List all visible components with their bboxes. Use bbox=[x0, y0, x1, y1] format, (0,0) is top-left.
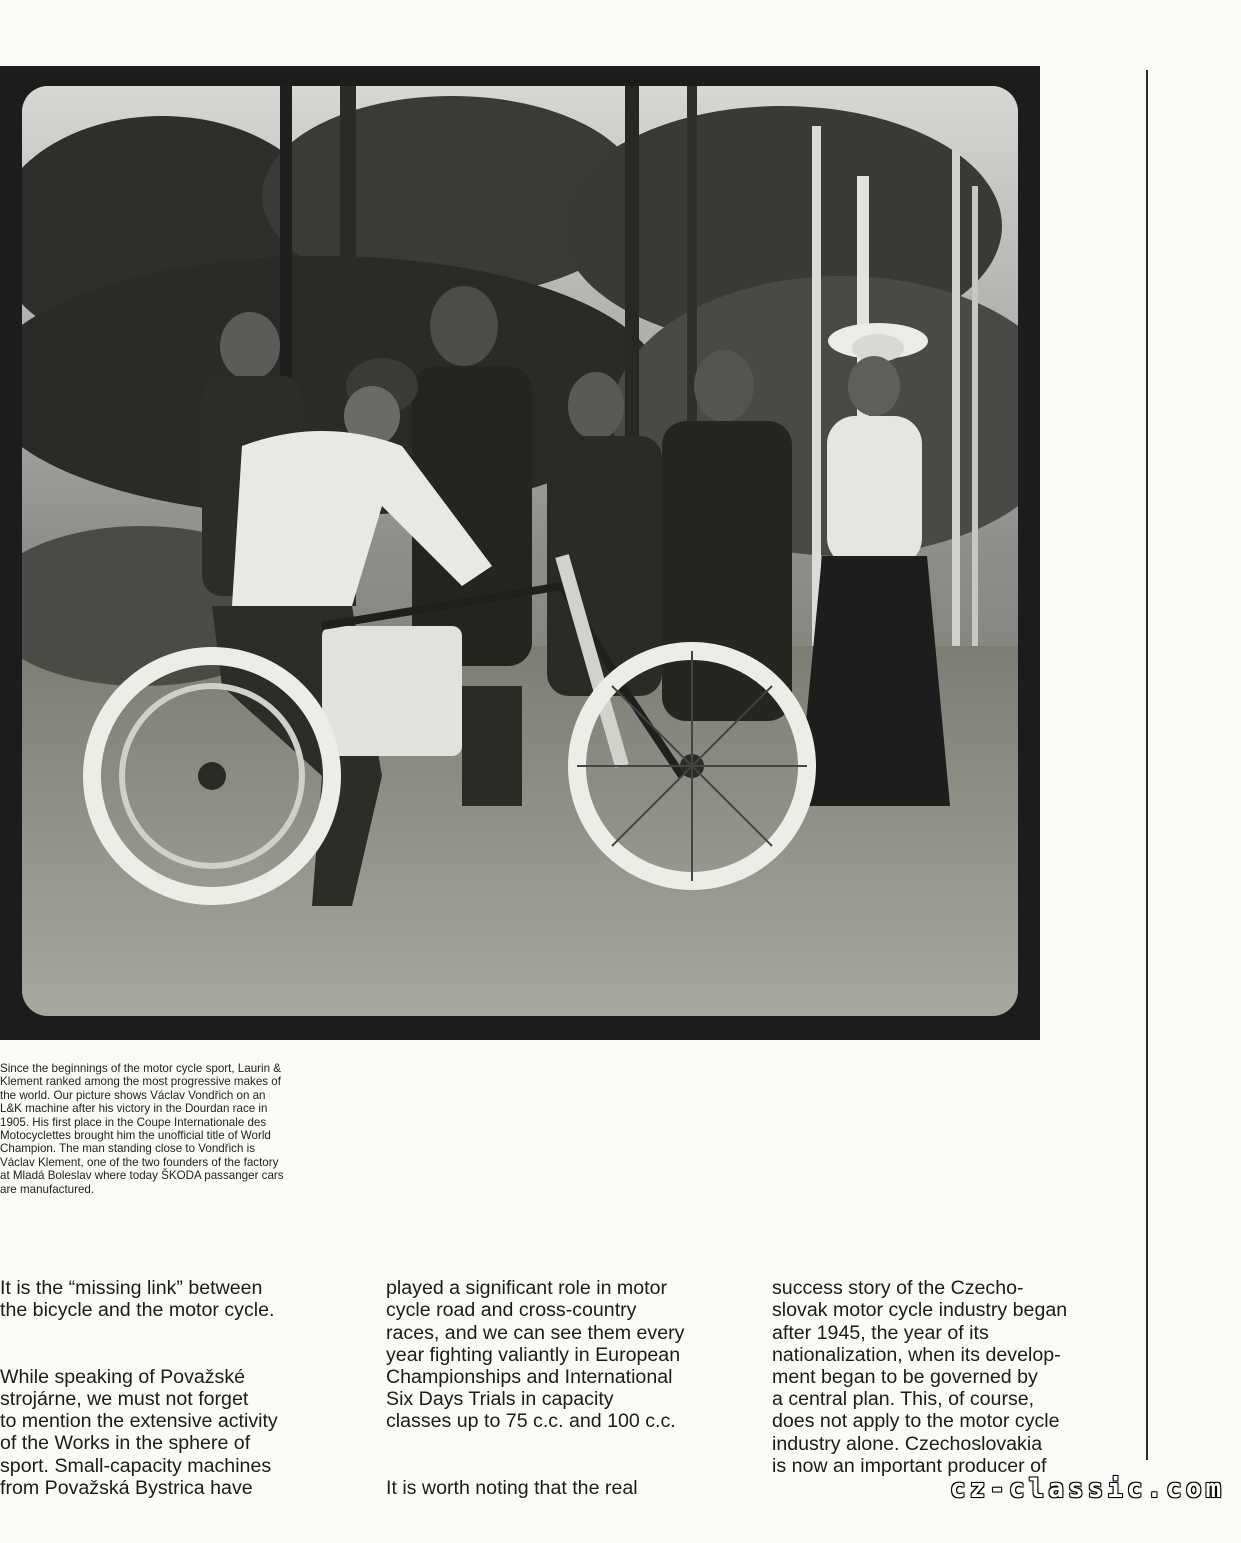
photo-frame bbox=[0, 66, 1040, 1040]
paragraph: It is the “missing link” between the bicycle and the motor cycle. bbox=[0, 1277, 275, 1322]
paragraph: It is worth noting that the real bbox=[386, 1476, 638, 1499]
motorcycle-photo-icon bbox=[22, 86, 1018, 1016]
column-rule bbox=[1146, 70, 1148, 1460]
paragraph: played a significant role in motor cycle road and cross-country races, and we can see them every year fighting valiantly in European Championships and International Six Days Trials in capacity classes up to 75 c.c. and 100 c.c. bbox=[386, 1277, 685, 1433]
text-column-1 bbox=[0, 1255, 370, 1543]
site-watermark: cz-classic.com bbox=[950, 1474, 1226, 1504]
text-column-2 bbox=[386, 1255, 756, 1543]
paragraph: success story of the Czecho- slovak motor cycle industry began after 1945, the year of its nationalization, when its develop- ment began to be governed by a central plan. This, of course, does not apply to the motor cycle industry alone. Czechoslovakia is now an important producer of bbox=[772, 1277, 1068, 1477]
historic-photo bbox=[22, 86, 1018, 1016]
photo-caption: Since the beginnings of the motor cycle sport, Laurin & Klement ranked among the most progressive makes of the world. Our picture shows Václav Vondřich on an L&K machine after his victory in the Dourdan race in 1905. His first place in the Coupe Internationale des Motocyclettes brought him the unofficial title of World Champion. The man standing close to Vondřich is Václav Klement, one of the two founders of the factory at Mladá Boleslav where today ŠKODA passanger cars are manufactured. bbox=[0, 1062, 284, 1196]
paragraph: While speaking of Považské strojárne, we must not forget to mention the extensive activity of the Works in the sphere of sport. Small-capacity machines from Považská Bystrica have bbox=[0, 1365, 278, 1499]
